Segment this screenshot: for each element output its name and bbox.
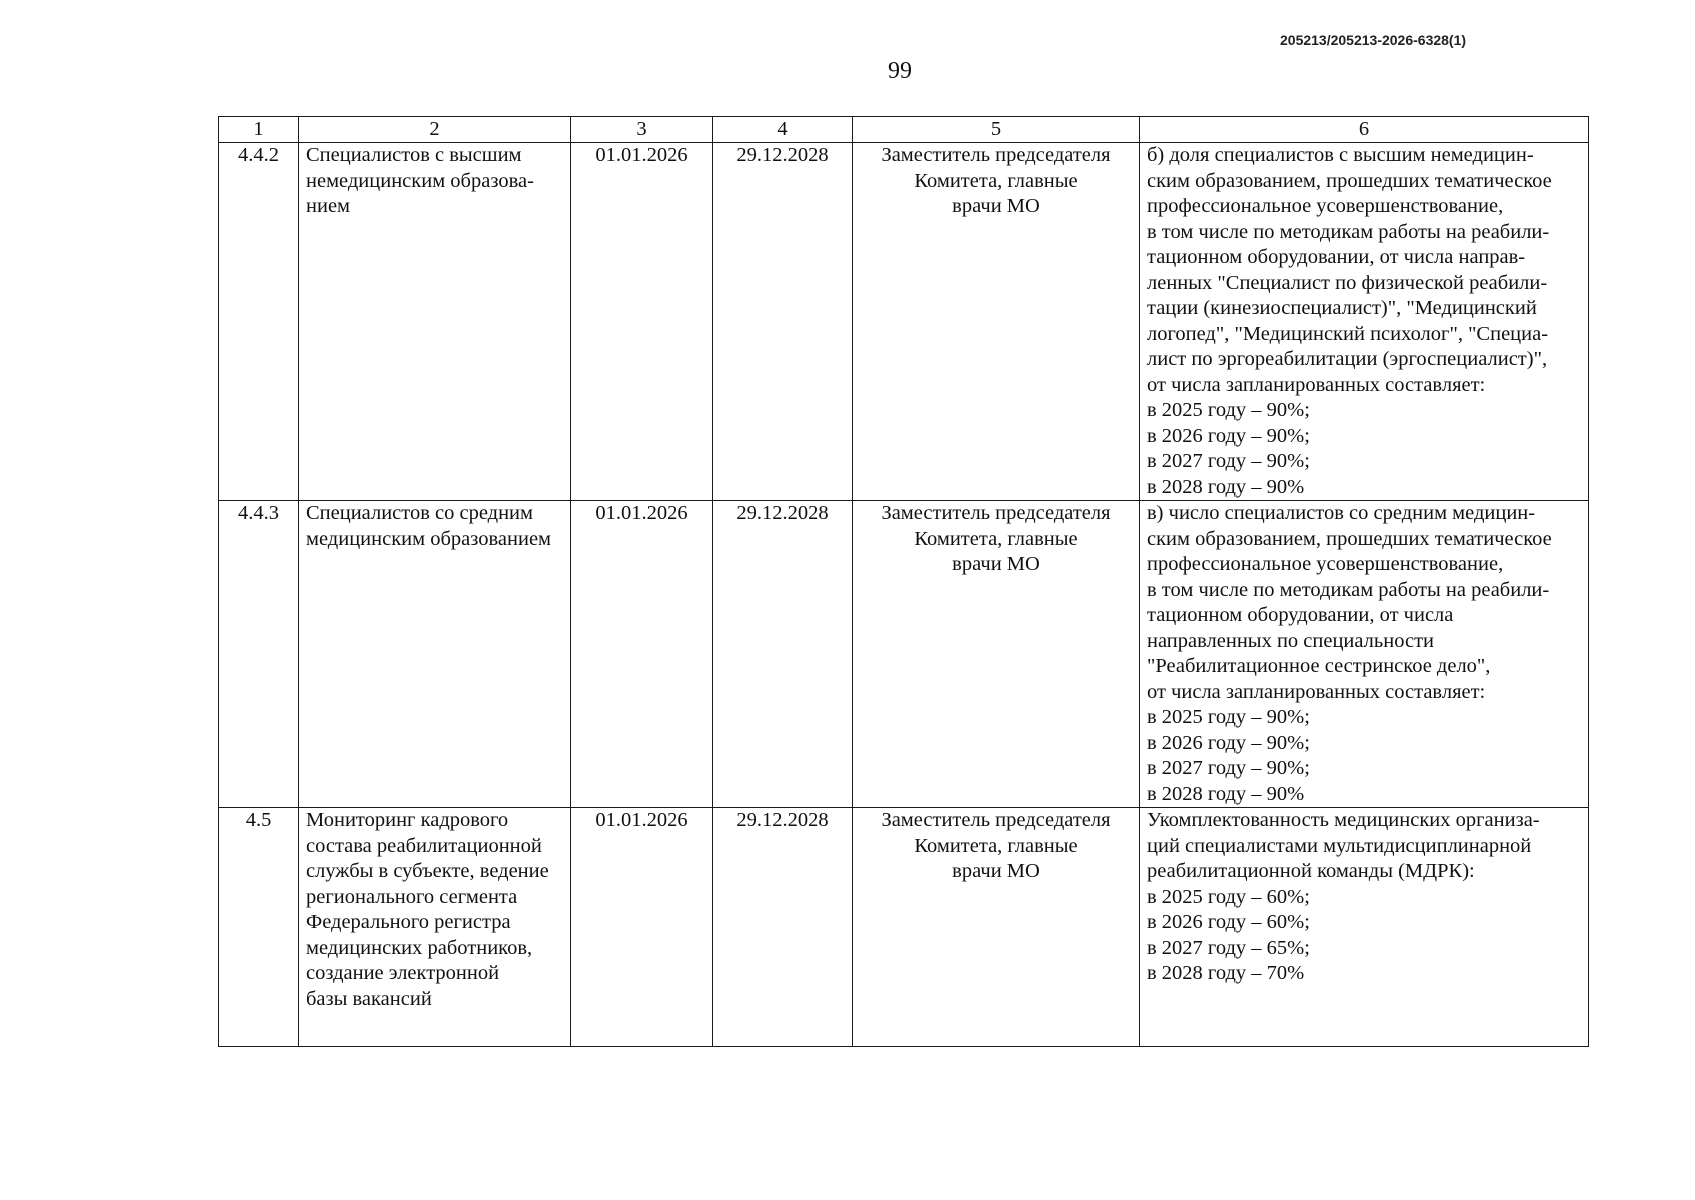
end-date: 29.12.2028 — [713, 808, 853, 1047]
item-name: Мониторинг кадрового состава реабилитационной службы в субъекте, ведение регионального сегмента Федерального регистра медицинских работников, создание электронной базы вакансий — [299, 808, 571, 1047]
end-date: 29.12.2028 — [713, 501, 853, 808]
column-header: 5 — [853, 117, 1140, 143]
plan-table — [218, 116, 1589, 1047]
item-number: 4.5 — [219, 808, 299, 1047]
column-header: 1 — [219, 117, 299, 143]
table-row — [219, 143, 1589, 501]
responsible: Заместитель председателя Комитета, главные врачи МО — [853, 808, 1140, 1047]
item-name: Специалистов со средним медицинским образованием — [299, 501, 571, 808]
start-date: 01.01.2026 — [571, 808, 713, 1047]
table-row — [219, 808, 1589, 1047]
responsible: Заместитель председателя Комитета, главные врачи МО — [853, 143, 1140, 501]
page-number: 99 — [888, 58, 912, 84]
expected-result: в) число специалистов со средним медицин- ским образованием, прошедших тематическое профессиональное усовершенствование, в том числе по методикам работы на реабили- тационном оборудовании, от числа направленных по специальности "Реабилитационное сестринское дело", от числа запланированных составляет: в 2025 году – 90%; в 2026 году – 90%; в 2027 году – 90%; в 2028 году – 90% — [1140, 501, 1589, 808]
column-header: 2 — [299, 117, 571, 143]
column-header: 3 — [571, 117, 713, 143]
column-header: 6 — [1140, 117, 1589, 143]
item-number: 4.4.3 — [219, 501, 299, 808]
column-header: 4 — [713, 117, 853, 143]
responsible: Заместитель председателя Комитета, главные врачи МО — [853, 501, 1140, 808]
start-date: 01.01.2026 — [571, 143, 713, 501]
item-name: Специалистов с высшим немедицинским образова- нием — [299, 143, 571, 501]
item-number: 4.4.2 — [219, 143, 299, 501]
table-header-row — [219, 117, 1589, 143]
expected-result: Укомплектованность медицинских организа- ций специалистами мультидисциплинарной реабилитационной команды (МДРК): в 2025 году – 60%; в 2026 году – 60%; в 2027 году – 65%; в 2028 году – 70% — [1140, 808, 1589, 1047]
start-date: 01.01.2026 — [571, 501, 713, 808]
table-row — [219, 501, 1589, 808]
expected-result: б) доля специалистов с высшим немедицин- ским образованием, прошедших тематическое профессиональное усовершенствование, в том числе по методикам работы на реабили- тационном оборудовании, от числа направ- ленных "Специалист по физической реабили- тации (кинезиоспециалист)", "Медицинский логопед", "Медицинский психолог", "Специа- лист по эргореабилитации (эргоспециалист)", от числа запланированных составляет: в 2025 году – 90%; в 2026 году – 90%; в 2027 году – 90%; в 2028 году – 90% — [1140, 143, 1589, 501]
end-date: 29.12.2028 — [713, 143, 853, 501]
document-id: 205213/205213-2026-6328(1) — [1280, 32, 1467, 48]
